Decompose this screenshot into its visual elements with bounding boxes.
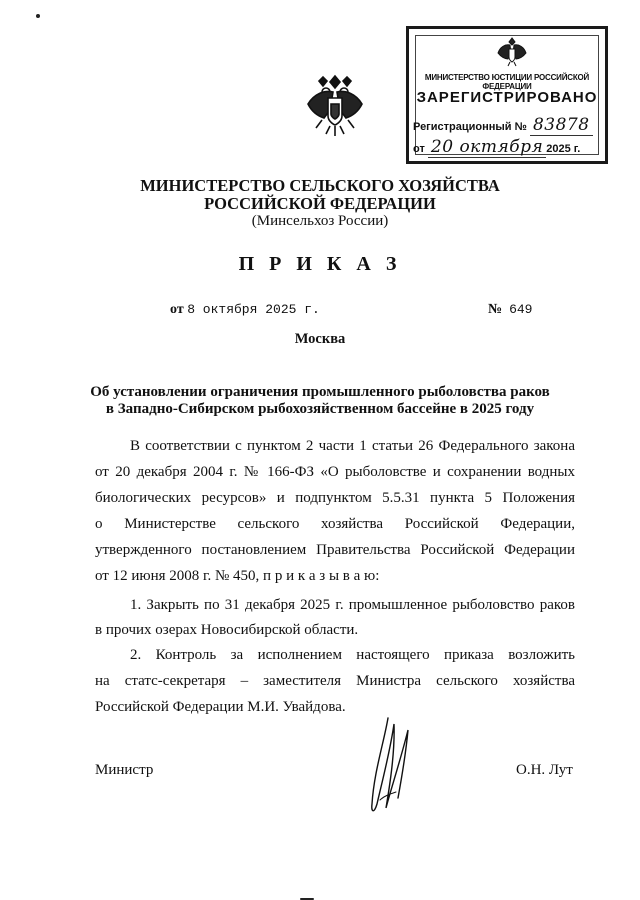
order-date-value: 8 октября 2025 г. (187, 302, 320, 317)
item-2-line: Российской Федерации М.И. Увайдова. (95, 699, 346, 715)
item-2-line: на статс-секретаря – заместителя Министра сельского хозяйства (95, 673, 575, 689)
stamp-reg-line (413, 115, 601, 135)
item-2-line: 2. Контроль за исполнением настоящего приказа возложить (130, 647, 575, 663)
signatory-role: Министр (95, 762, 154, 778)
city-name: Москва (294, 331, 346, 347)
order-number (488, 302, 532, 318)
signatory-name: О.Н. Лут (516, 762, 573, 778)
order-date-label: от (170, 302, 184, 317)
document-type-title: П Р И К А З (238, 253, 402, 275)
preamble-line: утвержденного постановлением Правительства Российской Федерации (95, 542, 575, 558)
preamble-line: от 12 июня 2008 г. № 450, п р и к а з ы в а ю: (95, 568, 380, 584)
stamp-registered-text: ЗАРЕГИСТРИРОВАНО (416, 89, 598, 106)
order-number-value: 649 (509, 302, 533, 317)
subject-line-1: Об установлении ограничения промышленного рыболовства раков (90, 384, 550, 400)
ministry-name-line-2: РОССИЙСКОЙ ФЕДЕРАЦИИ (204, 194, 436, 213)
order-date (170, 302, 320, 318)
preamble-line: о Министерстве сельского хозяйства Российской Федерации, (95, 516, 575, 532)
stamp-emblem-icon (497, 35, 527, 67)
stamp-reg-label: Регистрационный № (413, 121, 527, 133)
stamp-date-prefix: от (413, 143, 425, 155)
preamble-line: В соответствии с пунктом 2 части 1 статьи 26 Федерального закона (130, 438, 575, 454)
preamble-line: от 20 декабря 2004 г. № 166-ФЗ «О рыболовстве и сохранении водных (95, 464, 575, 480)
stamp-ministry-text: МИНИСТЕРСТВО ЮСТИЦИИ РОССИЙСКОЙ ФЕДЕРАЦИИ (424, 73, 590, 91)
ministry-name-line-1: МИНИСТЕРСТВО СЕЛЬСКОГО ХОЗЯЙСТВА (140, 176, 500, 195)
stamp-year: 2025 (546, 143, 571, 155)
handwritten-signature (360, 712, 430, 822)
subject-line-2: в Западно-Сибирском рыбохозяйственном бассейне в 2025 году (105, 401, 535, 417)
coat-of-arms-icon (300, 70, 370, 140)
item-1-line: 1. Закрыть по 31 декабря 2025 г. промышленное рыболовство раков (130, 597, 575, 613)
stamp-reg-number: 83878 (530, 115, 593, 136)
registration-stamp (406, 26, 608, 164)
stamp-date-line (413, 137, 601, 157)
item-1-line: в прочих озерах Новосибирской области. (95, 622, 359, 638)
stamp-year-suffix: г. (573, 143, 581, 155)
scan-speck (36, 14, 40, 18)
order-number-label: № (488, 302, 503, 317)
stamp-date-handwritten: 20 октября (428, 137, 546, 158)
preamble-line: биологических ресурсов» и подпунктом 5.5.31 пункта 5 Положения (95, 490, 575, 506)
ministry-short-name: (Минсельхоз России) (251, 213, 389, 229)
